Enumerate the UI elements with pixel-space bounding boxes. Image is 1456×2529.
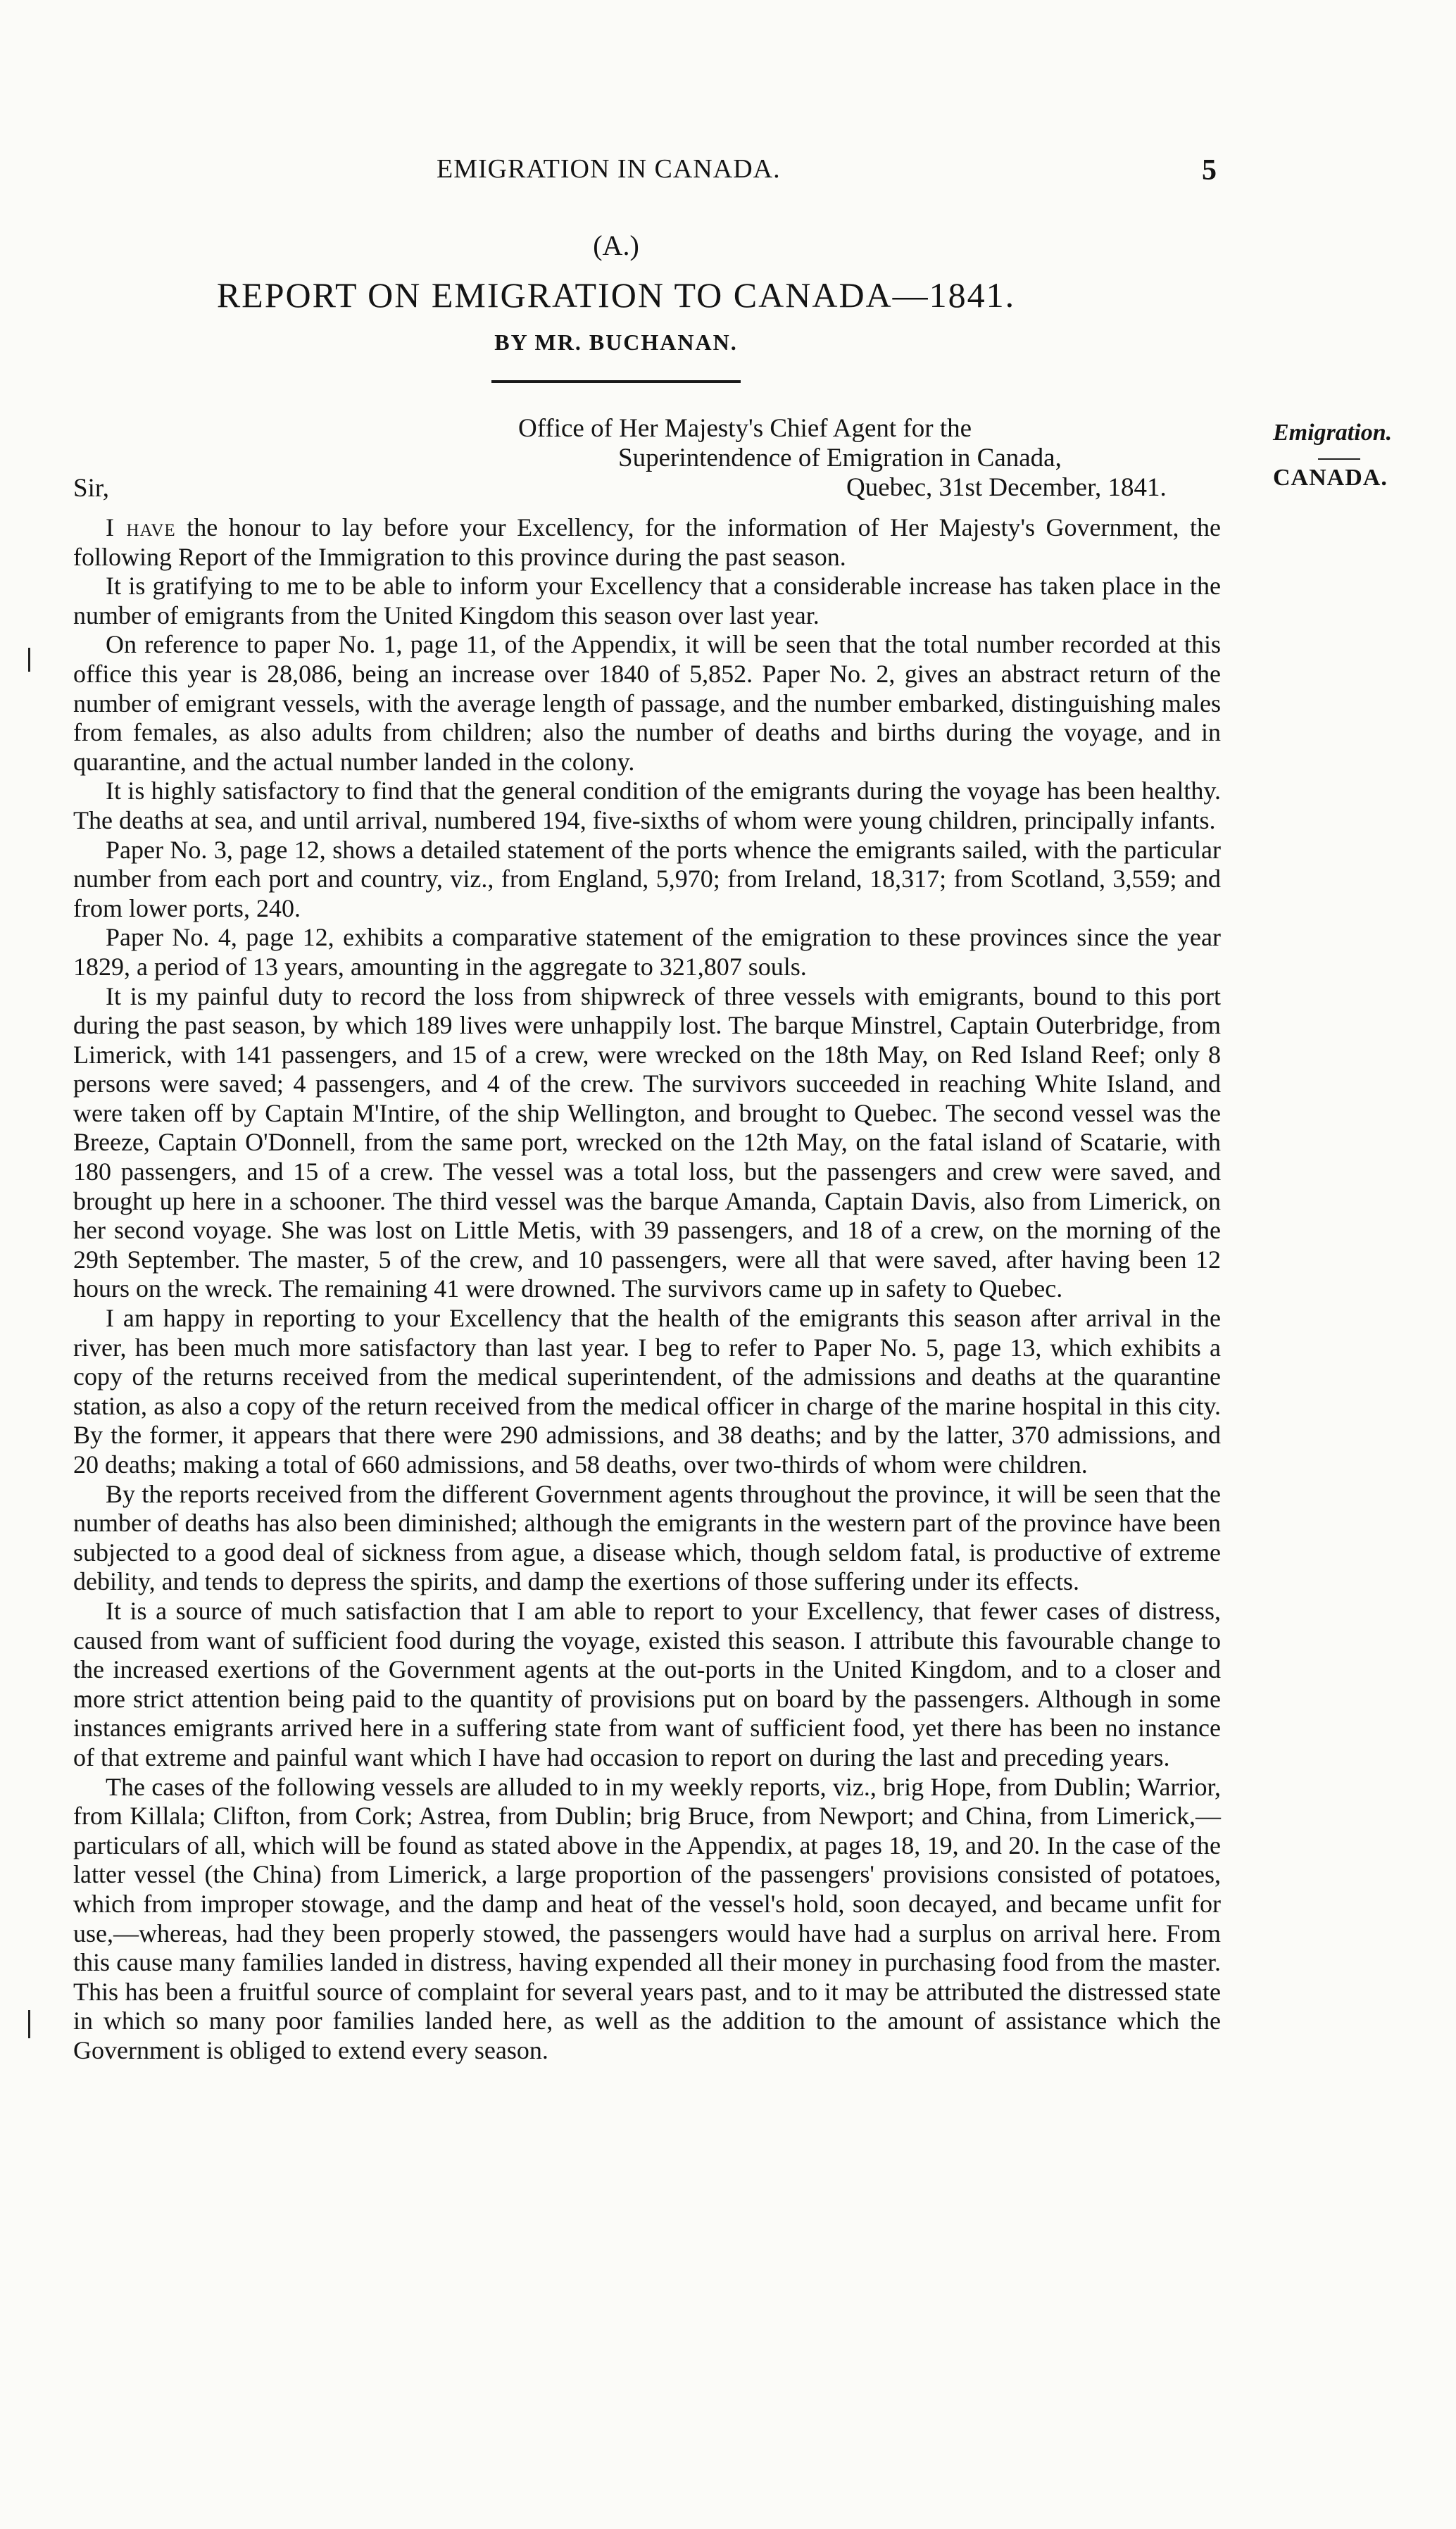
paragraph-3: On reference to paper No. 1, page 11, of the Appendix, it will be seen that the total number recorded at this office this year is 28,086, being an increase over 1840 of 5,852. Paper No. 2, gives an abstract return of the number of emigrant vessels, with the average length of passage, and the number embarked, distinguishing males from females, as also adults from children; also the number of deaths and births during the voyage, and in quarantine, and the actual number landed in the colony. bbox=[73, 630, 1221, 776]
margin-mark bbox=[28, 2010, 30, 2038]
paragraph-2: It is gratifying to me to be able to inform your Excellency that a considerable increase has taken place in the number of emigrants from the United Kingdom this season over last year. bbox=[73, 572, 1221, 629]
paragraph-text: the honour to lay before your Excellency, for the information of Her Majesty's Government, the following Report of the Immigration to this province during the past season. bbox=[73, 513, 1221, 571]
address-line-1: Office of Her Majesty's Chief Agent for the bbox=[518, 414, 972, 443]
report-byline: BY MR. BUCHANAN. bbox=[494, 330, 738, 355]
margin-note-canada: CANADA. bbox=[1273, 465, 1388, 491]
margin-mark bbox=[28, 648, 30, 672]
paragraph-8: I am happy in reporting to your Excellency that the health of the emigrants this season after arrival in the river, has been much more satisfactory than last year. I beg to refer to Paper No. 5, page 13, which exhibits a copy of the returns received from the medical superintendent, of the admissions and deaths at the quarantine station, as also a copy of the return received from the medical officer in charge of the marine hospital in this city. By the former, it appears that there were 290 admissions, and 38 deaths; and by the latter, 370 admissions, and 20 deaths; making a total of 660 admissions, and 58 deaths, over two-thirds of whom were children. bbox=[73, 1304, 1221, 1479]
paragraph-9: By the reports received from the different Government agents throughout the province, it will be seen that the number of deaths has also been diminished; although the emigrants in the western part of the province have been subjected to a good deal of sickness from ague, a disease which, though seldom fatal, is productive of extreme debility, and tends to depress the spirits, and damp the exertions of those suffering under its effects. bbox=[73, 1479, 1221, 1596]
report-title: REPORT ON EMIGRATION TO CANADA—1841. bbox=[216, 275, 1016, 315]
paragraph-5: Paper No. 3, page 12, shows a detailed statement of the ports whence the emigrants sailed, with the particular number from each port and country, viz., from England, 5,970; from Ireland, 18,317; from Scotland, 3,559; and from lower ports, 240. bbox=[73, 835, 1221, 922]
address-line-2: Superintendence of Emigration in Canada, bbox=[618, 444, 1062, 472]
paragraph-11: The cases of the following vessels are alluded to in my weekly reports, viz., brig Hope, from Dublin; Warrior, from Killala; Clifton, from Cork; Astrea, from Dublin; brig Bruce, from Newport; and China, from Limerick,—particulars of all, which will be found as stated above in the Appendix, at pages 18, 19, and 20. In the case of the latter vessel (the China) from Limerick, a large proportion of the passengers' provisions consisted of potatoes, which from improper stowage, and the damp and heat of the vessel's hold, soon decayed, and became unfit for use,—whereas, had they been properly stowed, the passengers would have had a surplus on arrival here. From this cause many families landed in distress, having expended all their money in purchasing food from the master. This has been a fruitful source of complaint for several years past, and to it may be attributed the distressed state in which so many poor families landed here, as well as the addition to the amount of assistance which the Government is obliged to extend every season. bbox=[73, 1772, 1221, 2064]
title-divider bbox=[491, 380, 741, 383]
page-number: 5 bbox=[1202, 154, 1217, 187]
report-body bbox=[73, 513, 1221, 2065]
paragraph-10: It is a source of much satisfaction that I am able to report to your Excellency, that fewer cases of distress, caused from want of sufficient food during the voyage, existed this season. I attribute this favourable change to the increased exertions of the Government agents at the out-ports in the United Kingdom, and to a closer and more strict attention being paid to the quantity of provisions put on board by the passengers. Although in some instances emigrants arrived here in a suffering state from want of sufficient food, yet there has been no instance of that extreme and painful want which I have had occasion to report on during the last and preceding years. bbox=[73, 1596, 1221, 1771]
running-title: EMIGRATION IN CANADA. bbox=[437, 154, 781, 184]
paragraph-1 bbox=[73, 513, 1221, 572]
report-label: (A.) bbox=[593, 230, 639, 261]
salutation: Sir, bbox=[73, 474, 109, 503]
margin-note-emigration: Emigration. bbox=[1273, 420, 1393, 446]
paragraph-7: It is my painful duty to record the loss from shipwreck of three vessels with emigrants, bound to this port during the past season, by which 189 lives were unhappily lost. The barque Minstrel, Captain Outerbridge, from Limerick, with 141 passengers, and 15 of a crew, were wrecked on the 18th May, on Red Island Reef; only 8 persons were saved; 4 passengers, and 4 of the crew. The survivors succeeded in reaching White Island, and were taken off by Captain M'Intire, of the ship Wellington, and brought to Quebec. The second vessel was the Breeze, Captain O'Donnell, from the same port, wrecked on the 12th May, on the fatal island of Scatarie, with 180 passengers, and 15 of a crew. The vessel was a total loss, but the passengers and crew were saved, and brought up here in a schooner. The third vessel was the barque Amanda, Captain Davis, also from Limerick, on her second voyage. She was lost on Little Metis, with 39 passengers, and 18 of a crew, on the morning of the 29th September. The master, 5 of the crew, and 10 passengers, were all that were saved, after having been 12 hours on the wreck. The remaining 41 were drowned. The survivors came up in safety to Quebec. bbox=[73, 981, 1221, 1303]
paragraph-4: It is highly satisfactory to find that the general condition of the emigrants during the voyage has been healthy. The deaths at sea, and until arrival, numbered 194, five-sixths of whom were young children, principally infants. bbox=[73, 777, 1221, 834]
address-line-3: Quebec, 31st December, 1841. bbox=[846, 473, 1167, 502]
paragraph-lead: I have bbox=[106, 513, 176, 541]
paragraph-6: Paper No. 4, page 12, exhibits a comparative statement of the emigration to these provinces since the year 1829, a period of 13 years, amounting in the aggregate to 321,807 souls. bbox=[73, 923, 1221, 981]
margin-note-divider bbox=[1318, 458, 1360, 460]
